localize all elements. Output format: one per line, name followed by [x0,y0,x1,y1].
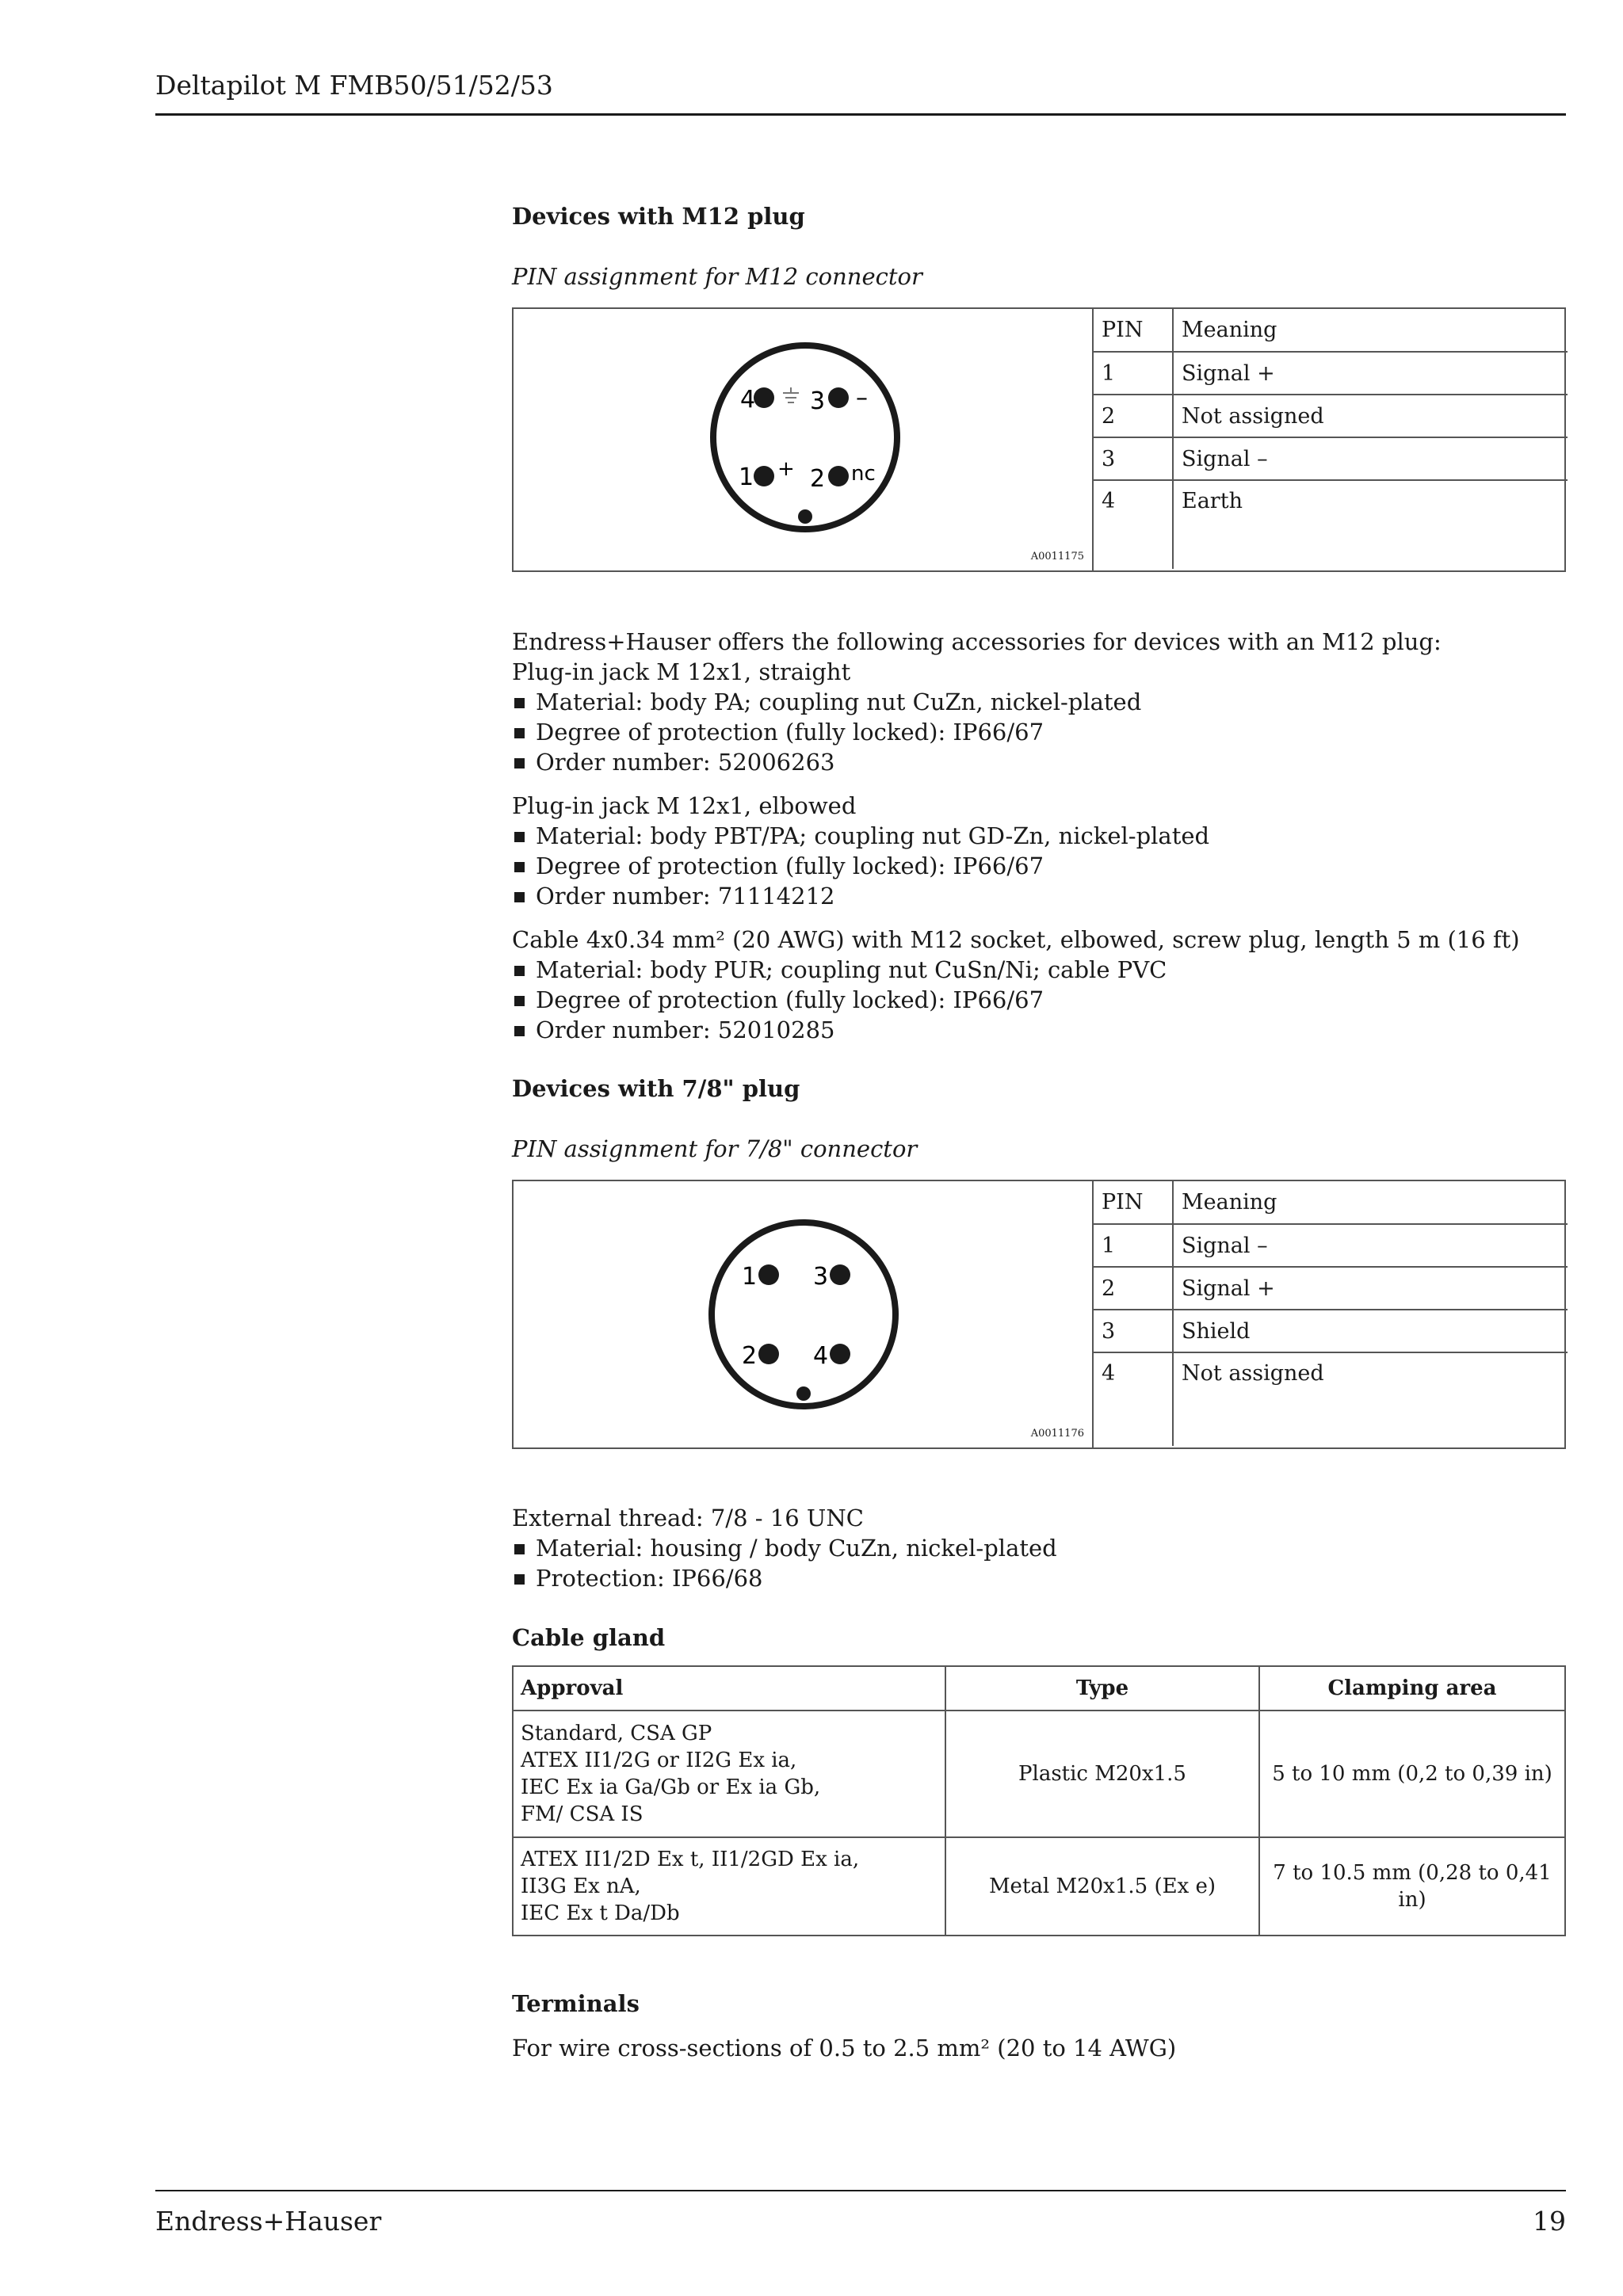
pin-cell: 1 [1094,1224,1173,1267]
clamping-header: Clamping area [1259,1666,1565,1711]
pin-cell: 4 [1094,1352,1173,1446]
approval-line: IEC Ex t Da/Db [521,1901,680,1925]
table-row [513,1711,1565,1837]
seven-eighths-connector-outline [712,1222,896,1406]
m12-key-notch [798,509,812,524]
accessory-title: Plug-in jack M 12x1, straight [512,658,851,685]
table-header-row [1094,1181,1568,1224]
terminals-heading: Terminals [512,1990,640,2017]
accessory-title: Plug-in jack M 12x1, elbowed [512,792,857,819]
seven-eighths-pin-3 [830,1264,850,1285]
table-row [1094,1267,1568,1310]
m12-label-2: 2 [810,465,826,493]
clamping-cell: 5 to 10 mm (0,2 to 0,39 in) [1259,1711,1565,1837]
seven-eighths-pin-box [512,1180,1566,1449]
approval-line: Standard, CSA GP [521,1722,712,1745]
thread-block [512,1503,1057,1593]
seven-eighths-label-3: 3 [813,1263,829,1291]
list-item: Material: body PUR; coupling nut CuSn/Ni; cable PVC [512,955,1520,985]
seven-eighths-pin-4 [830,1344,850,1364]
m12-caption: PIN assignment for M12 connector [512,263,922,290]
approval-cell [513,1837,945,1936]
meaning-cell: Not assigned [1173,395,1568,437]
meaning-header: Meaning [1173,1181,1568,1224]
header-rule [155,113,1566,116]
m12-label-plus: + [777,457,795,481]
table-row [513,1837,1565,1936]
type-header: Type [945,1666,1259,1711]
footer-rule [155,2190,1566,2191]
approval-line: FM/ CSA IS [521,1802,643,1826]
m12-connector-drawing [514,309,1090,570]
m12-label-minus: – [856,384,868,412]
meaning-cell: Not assigned [1182,1361,1324,1386]
pin-cell: 2 [1094,1267,1173,1310]
approval-line: IEC Ex ia Ga/Gb or Ex ia Gb, [521,1775,821,1799]
seven-eighths-figure-code: A0011176 [1030,1428,1084,1440]
seven-eighths-connector-figure [514,1181,1094,1447]
accessories-block [512,627,1520,1045]
table-row [1094,1310,1568,1352]
seven-eighths-pin-table [1094,1181,1568,1446]
m12-pin-box [512,307,1566,572]
list-item: Protection: IP66/68 [512,1563,1057,1593]
type-cell: Plastic M20x1.5 [945,1711,1259,1837]
seven-eighths-caption: PIN assignment for 7/8" connector [512,1135,918,1162]
clamping-cell: 7 to 10.5 mm (0,28 to 0,41 in) [1259,1837,1565,1936]
seven-eighths-pin-2 [758,1344,779,1364]
seven-eighths-label-2: 2 [742,1342,758,1370]
approval-cell [513,1711,945,1837]
meaning-cell: Signal – [1173,1224,1568,1267]
seven-eighths-pin-1 [758,1264,779,1285]
seven-eighths-heading: Devices with 7/8" plug [512,1075,800,1102]
m12-label-1: 1 [739,463,754,491]
accessory-title: Cable 4x0.34 mm² (20 AWG) with M12 socket, elbowed, screw plug, length 5 m (16 ft) [512,926,1520,953]
meaning-cell: Signal + [1173,352,1568,395]
table-row [1094,1352,1568,1446]
list-item: Material: housing / body CuZn, nickel-plated [512,1533,1057,1563]
cable-gland-heading: Cable gland [512,1624,666,1651]
pin-cell: 3 [1094,1310,1173,1352]
m12-connector-outline [713,345,897,529]
thread-text: External thread: 7/8 - 16 UNC [512,1505,864,1531]
page-number: 19 [1533,2206,1566,2237]
meaning-cell: Signal + [1173,1267,1568,1310]
meaning-cell: Signal – [1173,437,1568,480]
approval-line: ATEX II1/2D Ex t, II1/2GD Ex ia, [521,1848,860,1871]
list-item: Material: body PBT/PA; coupling nut GD-Zn, nickel-plated [512,821,1520,851]
footer-brand: Endress+Hauser [155,2206,382,2237]
list-item: Degree of protection (fully locked): IP66/67 [512,851,1520,881]
seven-eighths-label-1: 1 [742,1263,758,1291]
pin-cell: 1 [1094,352,1173,395]
meaning-cell: Shield [1173,1310,1568,1352]
list-item: Order number: 52010285 [512,1015,1520,1045]
list-item: Order number: 52006263 [512,747,1520,777]
seven-eighths-key-notch [796,1386,811,1401]
list-item: Degree of protection (fully locked): IP66/67 [512,985,1520,1015]
table-header-row [1094,309,1568,352]
terminals-text: For wire cross-sections of 0.5 to 2.5 mm² (20 to 14 AWG) [512,2035,1177,2061]
table-row [1094,437,1568,480]
m12-pin-4 [754,387,774,408]
type-cell: Metal M20x1.5 (Ex e) [945,1837,1259,1936]
running-header: Deltapilot M FMB50/51/52/53 [155,70,553,101]
m12-connector-figure [514,309,1094,570]
approval-line: II3G Ex nA, [521,1875,641,1898]
seven-eighths-connector-drawing [514,1181,1090,1447]
cable-gland-table [512,1665,1566,1936]
meaning-cell: Earth [1182,489,1243,513]
m12-heading: Devices with M12 plug [512,203,805,230]
earth-icon [783,387,799,402]
m12-label-3: 3 [810,387,826,415]
m12-pin-2 [828,466,849,486]
m12-figure-code: A0011175 [1030,551,1084,563]
pin-cell: 2 [1094,395,1173,437]
m12-pin-3 [828,387,849,408]
m12-label-nc: nc [851,462,876,486]
pin-cell: 4 [1094,480,1173,569]
approval-header: Approval [513,1666,945,1711]
pin-header: PIN [1094,309,1173,352]
accessories-intro: Endress+Hauser offers the following accessories for devices with an M12 plug: [512,628,1442,655]
table-header-row [513,1666,1565,1711]
m12-pin-1 [754,466,774,486]
table-row [1094,1224,1568,1267]
m12-pin-table [1094,309,1568,569]
pin-header: PIN [1094,1181,1173,1224]
approval-line: ATEX II1/2G or II2G Ex ia, [521,1749,797,1772]
meaning-header: Meaning [1173,309,1568,352]
seven-eighths-label-4: 4 [813,1342,829,1370]
m12-label-4: 4 [740,386,756,414]
list-item: Degree of protection (fully locked): IP66/67 [512,717,1520,747]
list-item: Order number: 71114212 [512,881,1520,911]
table-row [1094,395,1568,437]
table-row [1094,480,1568,569]
table-row [1094,352,1568,395]
list-item: Material: body PA; coupling nut CuZn, nickel-plated [512,687,1520,717]
pin-cell: 3 [1094,437,1173,480]
